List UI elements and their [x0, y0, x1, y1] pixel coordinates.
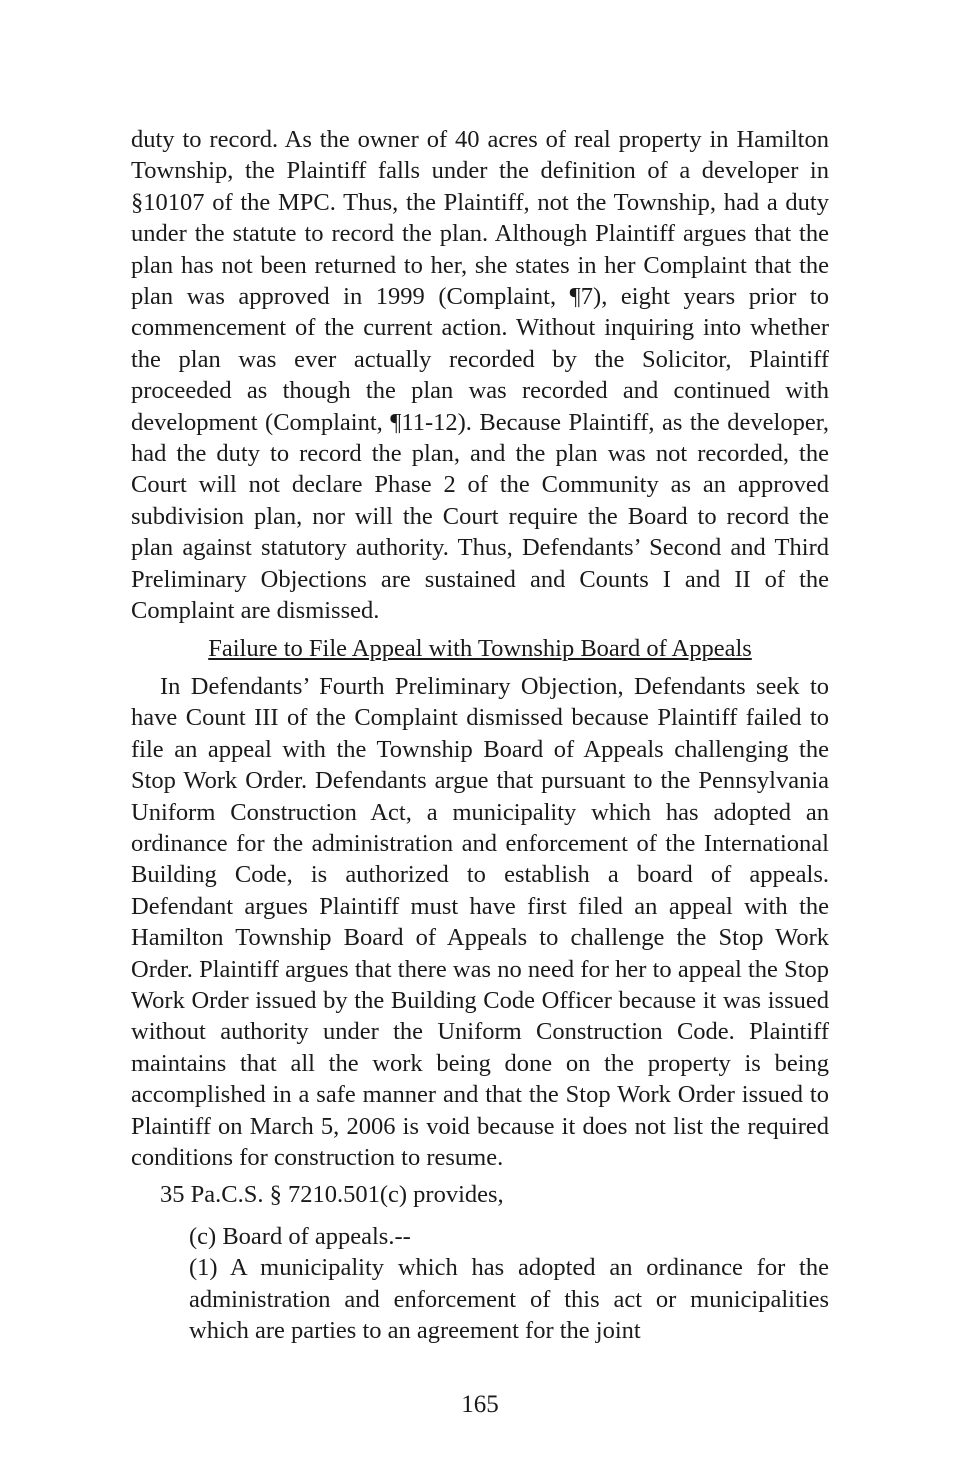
quote-text: (1) A municipality which has adopted an ordinance for the administration and enforcement of this act or municipalities which are parties to an agreement for the joint: [189, 1254, 829, 1345]
paragraph: duty to record. As the owner of 40 acres of real property in Hamilton Township, the Plaintiff falls under the definition of a developer in §10107 of the MPC. Thus, the Plaintiff, not the Township, had a duty under the statute to record the plan. Although Plaintiff argues that the plan has not been returned to her, she states in her Complaint that the plan was approved in 1999 (Complaint, ¶7), eight years prior to commencement of the current action. Without inquiring into whether the plan was ever actually recorded by the Solicitor, Plaintiff proceeded as though the plan was recorded and continued with development (Complaint, ¶11-12). Because Plaintiff, as the developer, had the duty to record the plan, and the plan was not recorded, the Court will not declare Phase 2 of the Community as an approved subdivision plan, nor will the Court require the Board to record the plan against statutory authority. Thus, Defendants’ Second and Third Preliminary Objections are sustained and Counts I and II of the Complaint are dismissed.: [131, 126, 829, 625]
paragraph: In Defendants’ Fourth Preliminary Objection, Defendants seek to have Count III of the Complaint dismissed because Plaintiff failed to file an appeal with the Township Board of Appeals challenging the Stop Work Order. Defendants argue that pursuant to the Pennsylvania Uniform Construction Act, a municipality which has adopted an ordinance for the administration and enforcement of the International Building Code, is authorized to establish a board of appeals. Defendant argues Plaintiff must have first filed an appeal with the Hamilton Township Board of Appeals to challenge the Stop Work Order. Plaintiff argues that there was no need for her to appeal the Stop Work Order issued by the Building Code Officer because it was issued without authority under the Uniform Construction Code. Plaintiff maintains that all the work being done on the property is being accomplished in a safe manner and that the Stop Work Order issued to Plaintiff on March 5, 2006 is void because it does not list the required conditions for construction to resume.: [131, 672, 829, 1171]
quote-heading: (c) Board of appeals.--: [189, 1222, 411, 1250]
block-quote: [189, 1221, 829, 1347]
page-number: 165: [461, 1391, 499, 1418]
body-text: [131, 124, 829, 1346]
citation-intro: 35 Pa.C.S. § 7210.501(c) provides,: [160, 1181, 504, 1209]
section-heading: Failure to File Appeal with Township Board of Appeals: [208, 634, 752, 662]
